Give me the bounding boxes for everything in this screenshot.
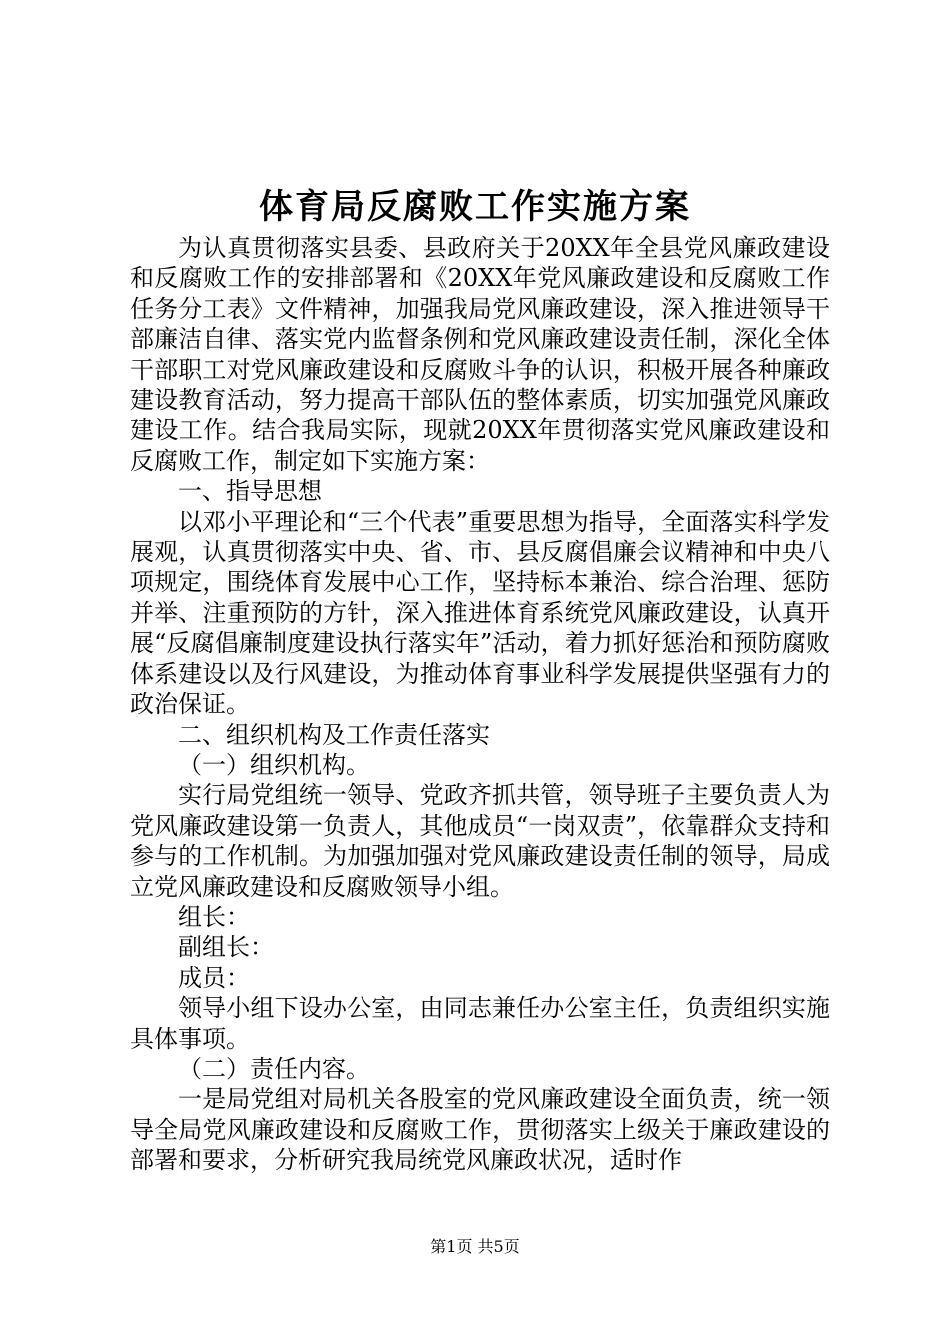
document-body — [130, 233, 830, 1176]
paragraph-guiding-thought: 以邓小平理论和“三个代表”重要思想为指导，全面落实科学发展观，认真贯彻落实中央、省、市、县反腐倡廉会议精神和中央八项规定，围绕体育发展中心工作，坚持标本兼治、综合治理、惩防并举、注重预防的方针，深入推进体育系统党风廉政建设，认真开展“反腐倡廉制度建设执行落实年”活动，着力抓好惩治和预防腐败体系建设以及行风建设，为推动体育事业科学发展提供坚强有力的政治保证。 — [130, 507, 830, 719]
paragraph-intro: 为认真贯彻落实县委、县政府关于20XX年全县党风廉政建设和反腐败工作的安排部署和《20XX年党风廉政建设和反腐败工作任务分工表》文件精神，加强我局党风廉政建设，深入推进领导干部廉洁自律、落实党内监督条例和党风廉政建设责任制，深化全体干部职工对党风廉政建设和反腐败斗争的认识，积极开展各种廉政建设教育活动，努力提高干部队伍的整体素质，切实加强党风廉政建设工作。结合我局实际，现就20XX年贯彻落实党风廉政建设和反腐败工作，制定如下实施方案： — [130, 234, 830, 475]
group-leader-line: 组长： — [178, 902, 250, 931]
subheading-organization: （一）组织机构。 — [178, 750, 370, 779]
subheading-responsibility: （二）责任内容。 — [178, 1054, 370, 1083]
heading-organization: 二、组织机构及工作责任落实 — [178, 720, 490, 749]
paragraph-organization: 实行局党组统一领导、党政齐抓共管，领导班子主要负责人为党风廉政建设第一负责人，其他成员“一岗双责”，依靠群众支持和参与的工作机制。为加强加强对党风廉政建设责任制的领导，局成立党风廉政建设和反腐败领导小组。 — [130, 781, 830, 901]
paragraph-office: 领导小组下设办公室，由同志兼任办公室主任，负责组织实施具体事项。 — [130, 994, 830, 1053]
members-line: 成员： — [178, 963, 250, 992]
heading-guiding-thought: 一、指导思想 — [178, 477, 322, 506]
page-footer: 第1页 共5页 — [430, 1237, 520, 1256]
document-title: 体育局反腐败工作实施方案 — [259, 187, 691, 227]
deputy-leader-line: 副组长： — [178, 933, 274, 962]
paragraph-responsibility: 一是局党组对局机关各股室的党风廉政建设全面负责，统一领导全局党风廉政建设和反腐败工作，贯彻落实上级关于廉政建设的部署和要求，分析研究我局统党风廉政状况，适时作 — [130, 1085, 830, 1175]
